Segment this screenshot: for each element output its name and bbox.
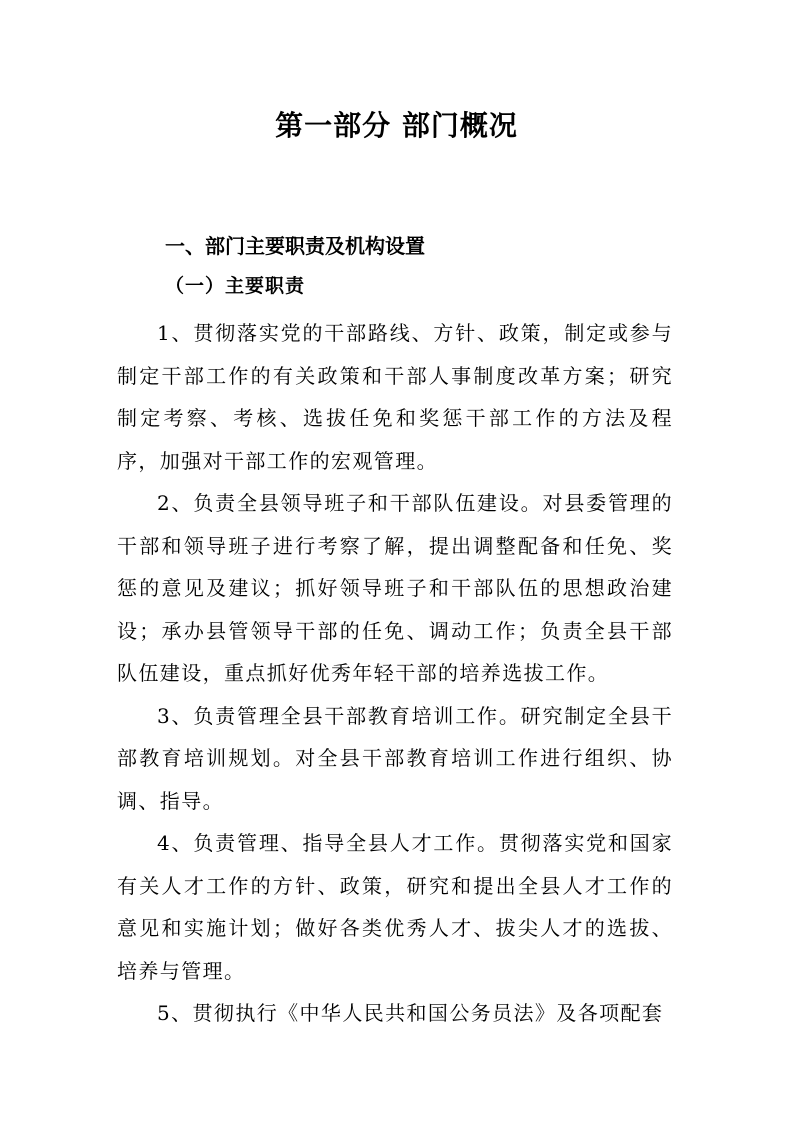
section-heading: 一、部门主要职责及机构设置 xyxy=(165,234,425,258)
paragraph-duty-4: 4、负责管理、指导全县人才工作。贯彻落实党和国家有关人才工作的方针、政策，研究和提出全县人才工作的意见和实施计划；做好各类优秀人才、拔尖人才的选拔、培养与管理。 xyxy=(117,831,673,983)
paragraph-duty-3: 3、负责管理全县干部教育培训工作。研究制定全县干部教育培训规划。对全县干部教育培训工作进行组织、协调、指导。 xyxy=(117,703,673,813)
page-title: 第一部分 部门概况 xyxy=(275,109,518,142)
paragraph-duty-5: 5、贯彻执行《中华人民共和国公务员法》及各项配套 xyxy=(157,1001,664,1025)
sub-heading: （一）主要职责 xyxy=(165,275,306,297)
paragraph-duty-2: 2、负责全县领导班子和干部队伍建设。对县委管理的干部和领导班子进行考察了解，提出调整配备和任免、奖惩的意见及建议；抓好领导班子和干部队伍的思想政治建设；承办县管领导干部的任免、调动工作；负责全县干部队伍建设，重点抓好优秀年轻干部的培养选拔工作。 xyxy=(117,491,673,685)
body-text xyxy=(117,312,673,1035)
paragraph-duty-1: 1、贯彻落实党的干部路线、方针、政策，制定或参与制定干部工作的有关政策和干部人事制度改革方案；研究制定考察、考核、选拔任免和奖惩干部工作的方法及程序，加强对干部工作的宏观管理。 xyxy=(117,321,673,473)
